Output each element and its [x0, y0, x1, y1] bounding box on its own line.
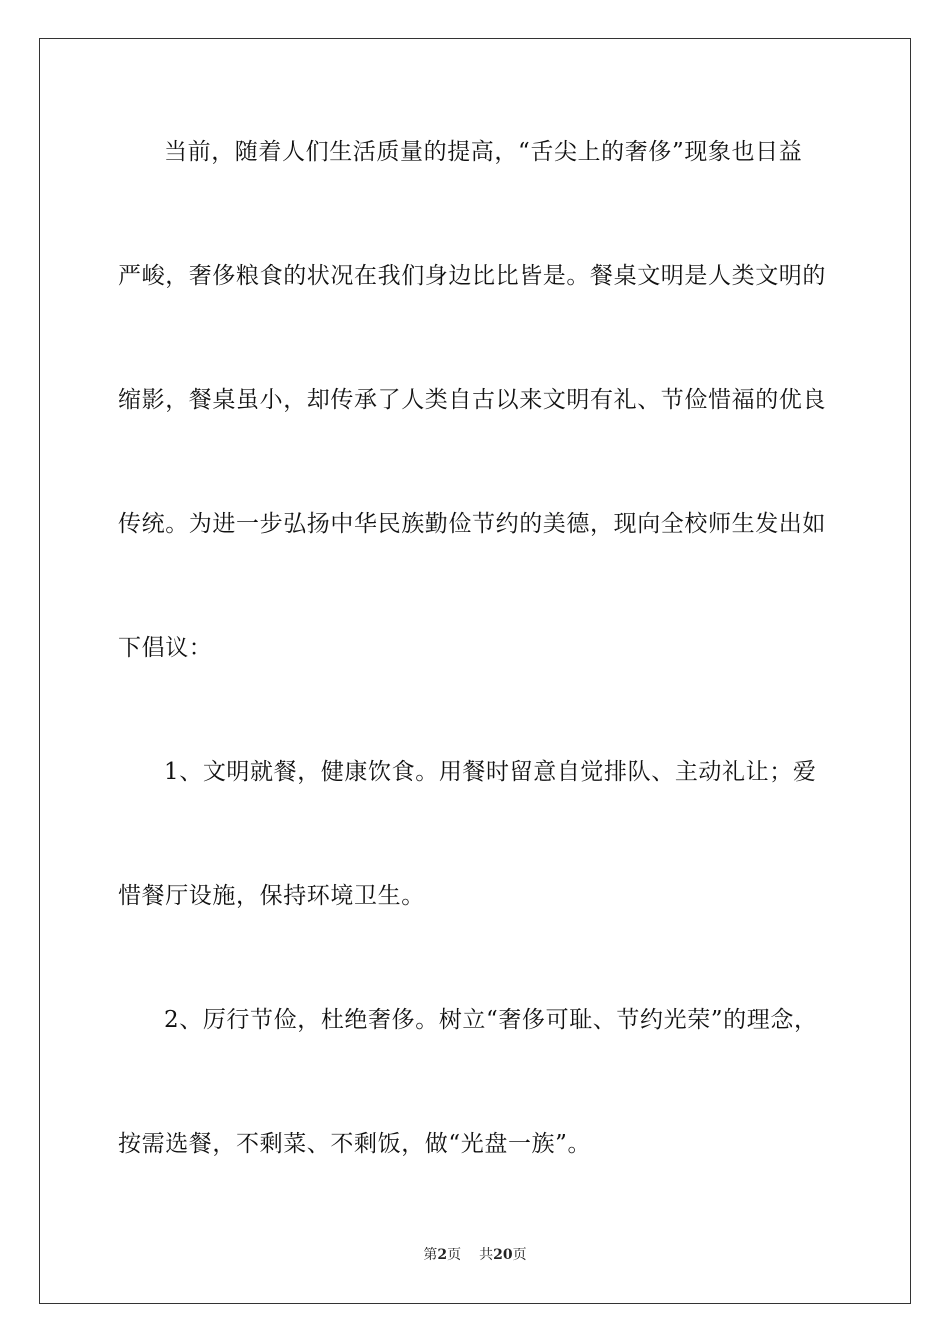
page-frame [39, 38, 911, 1304]
paragraph-line: 按需选餐，不剩菜、不剩饭，做“光盘一族”。 [118, 1131, 592, 1157]
paragraph-line: 当前，随着人们生活质量的提高，“舌尖上的奢侈”现象也日益 [164, 139, 803, 165]
total-pages: 20 [493, 1247, 513, 1263]
total-prefix: 共 [479, 1247, 494, 1263]
page-suffix: 页 [447, 1247, 462, 1263]
page-prefix: 第 [423, 1247, 438, 1263]
paragraph-line: 传统。为进一步弘扬中华民族勤俭节约的美德，现向全校师生发出如 [118, 511, 826, 537]
page-footer [0, 1246, 950, 1264]
paragraph-line: 缩影，餐桌虽小，却传承了人类自古以来文明有礼、节俭惜福的优良 [118, 387, 826, 413]
paragraph-line: 惜餐厅设施，保持环境卫生。 [118, 883, 425, 909]
paragraph-line: 2、厉行节俭，杜绝奢侈。树立“奢侈可耻、节约光荣”的理念， [164, 1007, 818, 1033]
paragraph-line: 下倡议： [118, 635, 213, 661]
total-suffix: 页 [512, 1247, 527, 1263]
page-number: 2 [437, 1247, 448, 1263]
paragraph-line: 1、文明就餐，健康饮食。用餐时留意自觉排队、主动礼让；爱 [164, 759, 817, 785]
paragraph-line: 严峻，奢侈粮食的状况在我们身边比比皆是。餐桌文明是人类文明的 [118, 263, 826, 289]
